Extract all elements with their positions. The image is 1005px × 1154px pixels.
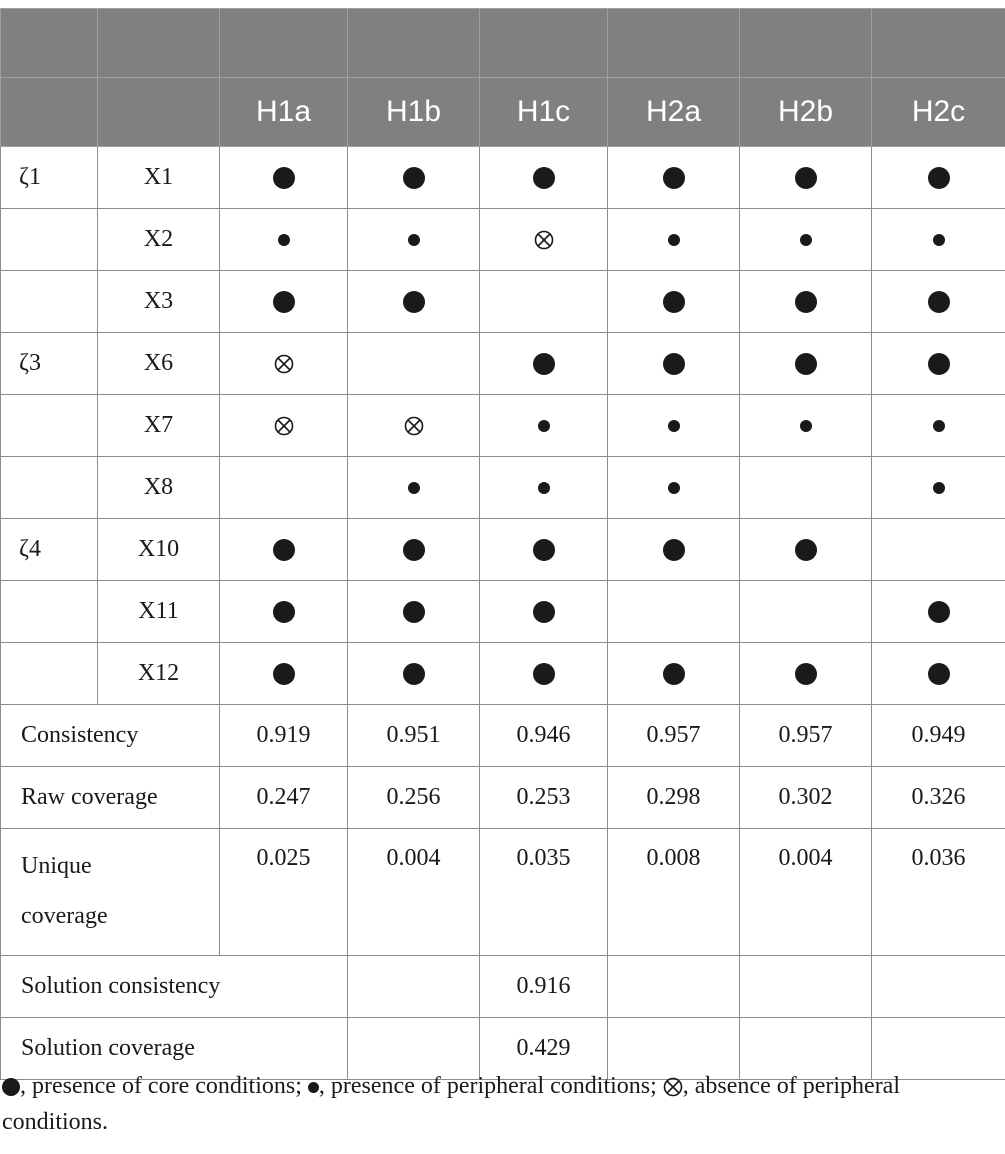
condition-cell xyxy=(220,209,348,271)
condition-cell xyxy=(740,271,872,333)
variable-label: X12 xyxy=(98,643,220,705)
value-cell: 0.949 xyxy=(872,705,1005,767)
condition-cell xyxy=(480,333,608,395)
condition-cell xyxy=(872,581,1005,643)
condition-cell xyxy=(220,581,348,643)
core-condition-icon xyxy=(2,1078,20,1096)
condition-cell xyxy=(872,333,1005,395)
peripheral-condition-icon xyxy=(800,234,812,246)
absence-condition-icon xyxy=(663,1077,683,1097)
value-cell: 0.951 xyxy=(348,705,480,767)
core-condition-icon xyxy=(533,539,555,561)
core-condition-icon xyxy=(273,539,295,561)
core-condition-icon xyxy=(795,539,817,561)
condition-cell xyxy=(480,271,608,333)
value-cell: 0.025 xyxy=(220,829,348,956)
core-condition-icon xyxy=(928,167,950,189)
core-condition-icon xyxy=(533,353,555,375)
group-label: ζ1 xyxy=(1,147,98,209)
condition-cell xyxy=(740,395,872,457)
value-cell: 0.004 xyxy=(740,829,872,956)
condition-cell xyxy=(872,457,1005,519)
peripheral-condition-icon xyxy=(933,482,945,494)
consistency-row xyxy=(1,705,1005,767)
group-label xyxy=(1,457,98,519)
legend-core-text: , presence of core conditions; xyxy=(20,1073,308,1099)
column-header: H1b xyxy=(348,78,480,147)
value-cell: 0.256 xyxy=(348,767,480,829)
condition-cell xyxy=(608,333,740,395)
core-condition-icon xyxy=(403,539,425,561)
peripheral-condition-icon xyxy=(538,420,550,432)
unique-coverage-row xyxy=(1,829,1005,956)
core-condition-icon xyxy=(663,291,685,313)
core-condition-icon xyxy=(403,291,425,313)
core-condition-icon xyxy=(795,663,817,685)
variable-label: X11 xyxy=(98,581,220,643)
column-header: H2c xyxy=(872,78,1005,147)
row-label: Solution coverage xyxy=(1,1018,348,1080)
value-cell: 0.008 xyxy=(608,829,740,956)
absence-condition-icon xyxy=(274,354,294,374)
condition-cell xyxy=(220,395,348,457)
peripheral-condition-icon xyxy=(933,234,945,246)
condition-cell xyxy=(872,271,1005,333)
condition-cell xyxy=(872,519,1005,581)
absence-condition-icon xyxy=(274,416,294,436)
condition-cell xyxy=(480,457,608,519)
group-label xyxy=(1,581,98,643)
core-condition-icon xyxy=(403,167,425,189)
condition-cell xyxy=(740,209,872,271)
peripheral-condition-icon xyxy=(408,234,420,246)
row-label: Raw coverage xyxy=(1,767,220,829)
condition-cell xyxy=(348,643,480,705)
header-row-labels xyxy=(1,78,1005,147)
legend-peripheral-text: , presence of peripheral conditions; xyxy=(318,1073,663,1099)
core-condition-icon xyxy=(795,167,817,189)
peripheral-condition-icon xyxy=(668,420,680,432)
condition-cell xyxy=(348,271,480,333)
column-header: H1c xyxy=(480,78,608,147)
value-cell: 0.298 xyxy=(608,767,740,829)
condition-cell xyxy=(608,581,740,643)
variable-label: X6 xyxy=(98,333,220,395)
core-condition-icon xyxy=(928,291,950,313)
core-condition-icon xyxy=(533,167,555,189)
condition-cell xyxy=(872,395,1005,457)
core-condition-icon xyxy=(795,291,817,313)
table-row xyxy=(1,395,1005,457)
variable-label: X10 xyxy=(98,519,220,581)
core-condition-icon xyxy=(273,291,295,313)
condition-cell xyxy=(480,643,608,705)
condition-cell xyxy=(480,581,608,643)
condition-cell xyxy=(608,395,740,457)
value-cell: 0.302 xyxy=(740,767,872,829)
group-label: ζ3 xyxy=(1,333,98,395)
condition-cell xyxy=(740,333,872,395)
value-cell: 0.919 xyxy=(220,705,348,767)
core-condition-icon xyxy=(273,663,295,685)
condition-cell xyxy=(872,643,1005,705)
group-label xyxy=(1,643,98,705)
table-row xyxy=(1,209,1005,271)
core-condition-icon xyxy=(403,663,425,685)
peripheral-condition-icon xyxy=(308,1082,319,1093)
core-condition-icon xyxy=(533,601,555,623)
value-cell: 0.004 xyxy=(348,829,480,956)
value-cell: 0.247 xyxy=(220,767,348,829)
table-row xyxy=(1,333,1005,395)
row-label: Solution consistency xyxy=(1,956,348,1018)
group-label xyxy=(1,395,98,457)
condition-cell xyxy=(348,209,480,271)
row-label: Consistency xyxy=(1,705,220,767)
table-row xyxy=(1,519,1005,581)
condition-cell xyxy=(220,519,348,581)
header-row-empty xyxy=(1,9,1005,78)
condition-cell xyxy=(608,457,740,519)
legend-absence-text: , absence of peripheral conditions. xyxy=(2,1073,900,1135)
condition-cell xyxy=(220,643,348,705)
condition-cell xyxy=(608,147,740,209)
condition-cell xyxy=(608,271,740,333)
peripheral-condition-icon xyxy=(800,420,812,432)
core-condition-icon xyxy=(928,601,950,623)
table-body xyxy=(1,147,1005,1080)
peripheral-condition-icon xyxy=(408,482,420,494)
value-cell: 0.946 xyxy=(480,705,608,767)
condition-cell xyxy=(740,147,872,209)
condition-cell xyxy=(348,395,480,457)
peripheral-condition-icon xyxy=(668,234,680,246)
row-label xyxy=(1,829,220,956)
condition-cell xyxy=(608,643,740,705)
core-condition-icon xyxy=(533,663,555,685)
core-condition-icon xyxy=(403,601,425,623)
raw-coverage-row xyxy=(1,767,1005,829)
core-condition-icon xyxy=(273,167,295,189)
value-cell: 0.957 xyxy=(608,705,740,767)
peripheral-condition-icon xyxy=(668,482,680,494)
column-header: H2a xyxy=(608,78,740,147)
condition-cell xyxy=(220,147,348,209)
core-condition-icon xyxy=(273,601,295,623)
qca-configuration-table xyxy=(0,8,1005,1080)
table-row xyxy=(1,271,1005,333)
solution-consistency-row xyxy=(1,956,1005,1018)
variable-label: X1 xyxy=(98,147,220,209)
group-label xyxy=(1,209,98,271)
core-condition-icon xyxy=(663,353,685,375)
peripheral-condition-icon xyxy=(538,482,550,494)
condition-cell xyxy=(480,519,608,581)
group-label xyxy=(1,271,98,333)
condition-cell xyxy=(348,581,480,643)
unique-coverage-label: Unique coverage xyxy=(21,853,108,929)
absence-condition-icon xyxy=(534,230,554,250)
condition-cell xyxy=(740,457,872,519)
condition-cell xyxy=(608,209,740,271)
condition-cell xyxy=(348,147,480,209)
value-cell: 0.429 xyxy=(480,1018,608,1080)
value-cell: 0.957 xyxy=(740,705,872,767)
condition-cell xyxy=(872,147,1005,209)
variable-label: X2 xyxy=(98,209,220,271)
peripheral-condition-icon xyxy=(278,234,290,246)
table-header xyxy=(1,9,1005,147)
table-footnote xyxy=(2,1068,992,1140)
condition-cell xyxy=(220,271,348,333)
variable-label: X3 xyxy=(98,271,220,333)
column-header: H1a xyxy=(220,78,348,147)
condition-cell xyxy=(220,457,348,519)
core-condition-icon xyxy=(663,539,685,561)
condition-cell xyxy=(740,519,872,581)
table-row xyxy=(1,643,1005,705)
table-row xyxy=(1,581,1005,643)
condition-cell xyxy=(348,457,480,519)
variable-label: X8 xyxy=(98,457,220,519)
core-condition-icon xyxy=(795,353,817,375)
core-condition-icon xyxy=(928,353,950,375)
condition-cell xyxy=(872,209,1005,271)
variable-label: X7 xyxy=(98,395,220,457)
condition-cell xyxy=(480,395,608,457)
condition-cell xyxy=(348,333,480,395)
value-cell: 0.253 xyxy=(480,767,608,829)
column-header: H2b xyxy=(740,78,872,147)
condition-cell xyxy=(608,519,740,581)
peripheral-condition-icon xyxy=(933,420,945,432)
value-cell: 0.035 xyxy=(480,829,608,956)
condition-cell xyxy=(740,643,872,705)
value-cell: 0.326 xyxy=(872,767,1005,829)
table-row xyxy=(1,147,1005,209)
condition-cell xyxy=(220,333,348,395)
value-cell: 0.036 xyxy=(872,829,1005,956)
condition-cell xyxy=(480,209,608,271)
condition-cell xyxy=(348,519,480,581)
core-condition-icon xyxy=(928,663,950,685)
table-row xyxy=(1,457,1005,519)
core-condition-icon xyxy=(663,167,685,189)
absence-condition-icon xyxy=(404,416,424,436)
group-label: ζ4 xyxy=(1,519,98,581)
condition-cell xyxy=(480,147,608,209)
core-condition-icon xyxy=(663,663,685,685)
value-cell: 0.916 xyxy=(480,956,608,1018)
condition-cell xyxy=(740,581,872,643)
